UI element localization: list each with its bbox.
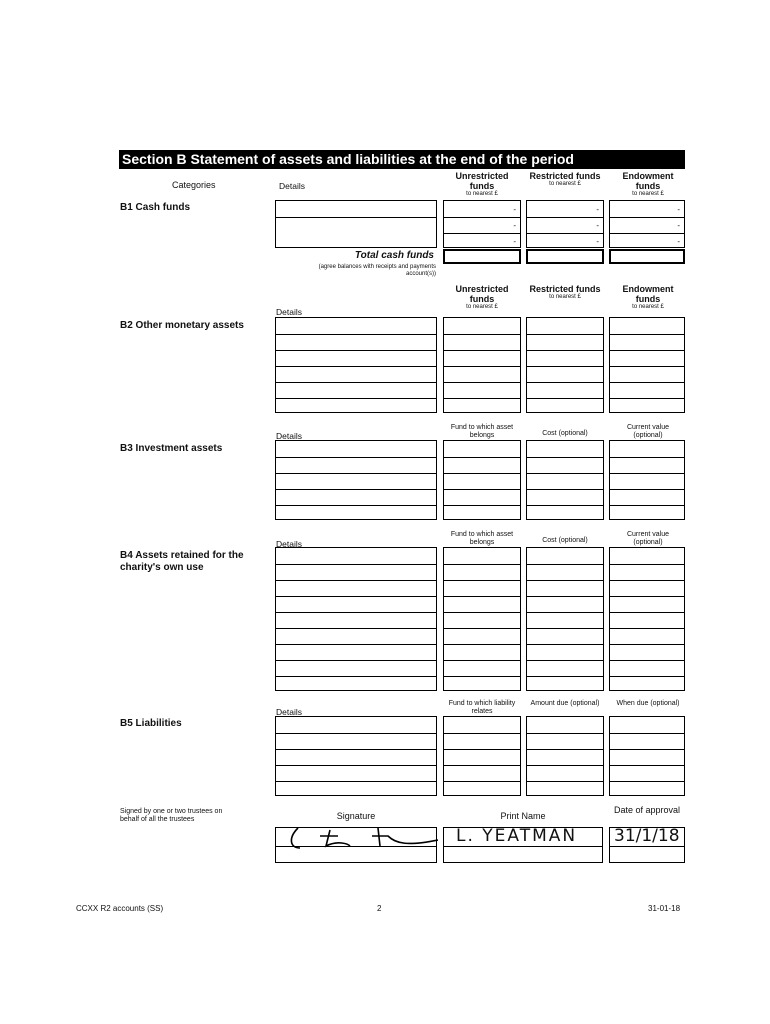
b5-fund-box[interactable] (443, 716, 521, 796)
footer-page: 2 (377, 904, 382, 913)
b2-restricted-sub: to nearest £ (549, 294, 581, 300)
unrestricted-header (446, 171, 518, 198)
restricted-header (529, 171, 601, 188)
b1-restricted-box[interactable] (526, 200, 604, 248)
restricted-label: Restricted funds (529, 171, 601, 181)
b4-details-box[interactable] (275, 547, 437, 691)
b2-unrestricted-sub: to nearest £ (466, 304, 498, 310)
dash: - (596, 205, 599, 214)
b1-endowment-box[interactable] (609, 200, 685, 248)
b1-label: B1 Cash funds (120, 202, 191, 213)
b2-endowment-header (612, 284, 684, 311)
b2-endowment-box[interactable] (609, 317, 685, 413)
signature-box[interactable] (275, 827, 437, 863)
b5-amount-box[interactable] (526, 716, 604, 796)
total-restricted-box[interactable] (526, 249, 604, 264)
print-name-header: Print Name (500, 811, 546, 821)
endowment-label: Endowment funds (622, 171, 674, 191)
b2-restricted-header (529, 284, 601, 301)
b5-details-box[interactable] (275, 716, 437, 796)
b2-unrestricted-header (446, 284, 518, 311)
b4-col1-header: Fund to which asset belongs (450, 531, 514, 546)
b3-col1-header: Fund to which asset belongs (450, 424, 514, 439)
details-header: Details (279, 181, 305, 191)
b2-endowment-label: Endowment funds (622, 284, 674, 304)
signature-scribble (278, 824, 438, 854)
date-header: Date of approval (613, 805, 681, 815)
b4-cost-box[interactable] (526, 547, 604, 691)
b2-details-header: Details (276, 307, 302, 317)
b4-col3-header: Current value (optional) (626, 531, 670, 546)
total-endowment-box[interactable] (609, 249, 685, 264)
signoff-text: Signed by one or two trustees on behalf of all the trustees (120, 808, 223, 823)
footer-left: CCXX R2 accounts (SS) (76, 904, 164, 913)
b4-col2-header: Cost (optional) (542, 537, 588, 544)
b2-details-box[interactable] (275, 317, 437, 413)
b3-col2-header: Cost (optional) (542, 430, 588, 437)
b4-fund-box[interactable] (443, 547, 521, 691)
b5-col1-header: Fund to which liability relates (448, 700, 516, 715)
b3-col3-header: Current value (optional) (626, 424, 670, 439)
b1-unrestricted-box[interactable] (443, 200, 521, 248)
endowment-header (612, 171, 684, 198)
total-cash-note: (agree balances with receipts and payments account(s)) (318, 264, 436, 277)
b3-details-header: Details (276, 431, 302, 441)
dash: - (677, 205, 680, 214)
b2-restricted-label: Restricted funds (529, 284, 601, 294)
unrestricted-sub: to nearest £ (466, 191, 498, 197)
b2-label: B2 Other monetary assets (120, 320, 244, 331)
b4-label: B4 Assets retained for the charity's own use (120, 550, 244, 573)
print-name-box[interactable] (443, 827, 603, 863)
total-unrestricted-box[interactable] (443, 249, 521, 264)
section-title: Section B Statement of assets and liabilities at the end of the period (119, 150, 685, 169)
b2-endowment-sub: to nearest £ (632, 304, 664, 310)
b5-when-box[interactable] (609, 716, 685, 796)
b5-label: B5 Liabilities (120, 718, 182, 729)
b3-value-box[interactable] (609, 440, 685, 520)
print-name-value: L. YEATMAN (456, 826, 578, 846)
b3-details-box[interactable] (275, 440, 437, 520)
dash: - (677, 237, 680, 246)
dash: - (513, 221, 516, 230)
unrestricted-label: Unrestricted funds (455, 171, 509, 191)
restricted-sub: to nearest £ (549, 181, 581, 187)
endowment-sub: to nearest £ (632, 191, 664, 197)
b4-value-box[interactable] (609, 547, 685, 691)
b5-col3-header: When due (optional) (616, 700, 680, 707)
b2-restricted-box[interactable] (526, 317, 604, 413)
signature-header: Signature (336, 811, 376, 821)
b4-details-header: Details (276, 539, 302, 549)
b3-label: B3 Investment assets (120, 443, 223, 454)
b2-unrestricted-box[interactable] (443, 317, 521, 413)
date-box[interactable] (609, 827, 685, 863)
b3-cost-box[interactable] (526, 440, 604, 520)
categories-header: Categories (172, 180, 216, 190)
dash: - (596, 237, 599, 246)
dash: - (513, 237, 516, 246)
footer-right: 31-01-18 (648, 904, 681, 913)
dash: - (596, 221, 599, 230)
b5-details-header: Details (276, 707, 302, 717)
dash: - (677, 221, 680, 230)
b2-unrestricted-label: Unrestricted funds (455, 284, 509, 304)
b5-col2-header: Amount due (optional) (530, 700, 600, 707)
date-value: 31/1/18 (614, 826, 680, 846)
total-cash-label: Total cash funds (354, 250, 434, 261)
dash: - (513, 205, 516, 214)
b3-fund-box[interactable] (443, 440, 521, 520)
b1-details-box[interactable] (275, 200, 437, 248)
